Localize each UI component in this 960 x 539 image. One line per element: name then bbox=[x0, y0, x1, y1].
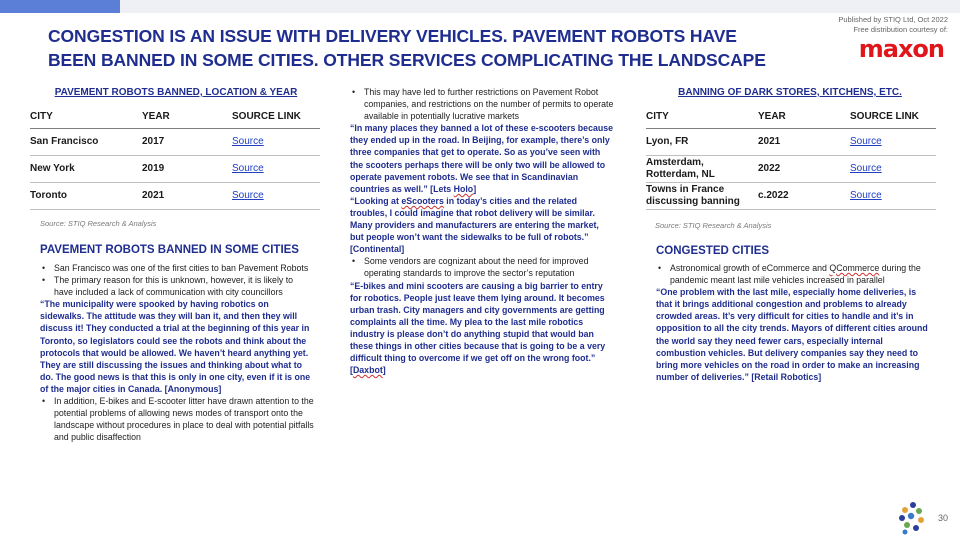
source-link[interactable]: Source bbox=[850, 128, 936, 155]
right-section-title: CONGESTED CITIES bbox=[656, 245, 770, 257]
cell-year: 2022 bbox=[758, 155, 850, 182]
table-row bbox=[30, 155, 320, 182]
source-link[interactable]: Source bbox=[232, 128, 320, 155]
quote-text: in today’s cities and the related troubles, I could imagine that robot delivery will be similar. Many providers and manufacturers are entering the market, but people won’t want the sidewalks to be full of robots.” [Continental] bbox=[350, 195, 599, 255]
quote-source: Holo bbox=[453, 183, 474, 194]
cell-year: 2019 bbox=[142, 155, 232, 182]
bullet-item bbox=[656, 262, 928, 286]
quote-source: Daxbot bbox=[352, 365, 383, 376]
top-band bbox=[120, 0, 960, 13]
cell-city: New York bbox=[30, 155, 142, 182]
header-source: SOURCE LINK bbox=[850, 104, 936, 128]
quote-anonymous: “The municipality were spooked by having robotics on sidewalks. The attitude was they will ban it, and then they will discuss it! They conducted a trial at the beginning of this year in Toronto, so legislators could see the robots and think about the protocols that would be allowed. We haven’t heard anything yet. They are still discussing the issues and thinking about what to do. The good news is that this is only in one city, even if it is one of the major cities in Canada. [Anonymous] bbox=[40, 299, 311, 394]
cell-year: 2021 bbox=[758, 128, 850, 155]
left-section-title: PAVEMENT ROBOTS BANNED IN SOME CITIES bbox=[40, 244, 299, 256]
cell-year: 2017 bbox=[142, 128, 232, 155]
publisher-line: Published by STIQ Ltd, Oct 2022 bbox=[838, 15, 948, 24]
robot-ban-table bbox=[30, 104, 320, 210]
top-accent-bar bbox=[0, 0, 120, 13]
source-link[interactable]: Source bbox=[232, 155, 320, 182]
spellcheck-word: eScooters bbox=[401, 195, 444, 206]
header-source: SOURCE LINK bbox=[232, 104, 320, 128]
table-row bbox=[30, 182, 320, 209]
bullet-item: • San Francisco was one of the first cities to ban Pavement Robots bbox=[40, 262, 314, 274]
cell-year: c.2022 bbox=[758, 182, 850, 209]
cell-city: Towns in France discussing banning bbox=[646, 182, 758, 209]
table-header-row bbox=[30, 104, 320, 128]
cell-city: Lyon, FR bbox=[646, 128, 758, 155]
bullet-item: • The primary reason for this is unknown, however, it is likely to have included a lack of communication with city councillors bbox=[40, 274, 314, 298]
source-link[interactable]: Source bbox=[850, 182, 936, 209]
cell-year: 2021 bbox=[142, 182, 232, 209]
quote-end: ] bbox=[382, 365, 386, 376]
page-title: CONGESTION IS AN ISSUE WITH DELIVERY VEHICLES. PAVEMENT ROBOTS HAVE BEEN BANNED IN SOME CITIES. OTHER SERVICES COMPLICATING THE LANDSCAPE bbox=[48, 26, 766, 70]
table-row bbox=[646, 128, 936, 155]
right-section-body bbox=[656, 262, 928, 383]
source-link[interactable]: Source bbox=[232, 182, 320, 209]
dark-stores-table bbox=[646, 104, 936, 210]
logo-dots-icon bbox=[897, 501, 927, 535]
left-table-source: Source: STIQ Research & Analysis bbox=[40, 219, 157, 228]
header-city: CITY bbox=[646, 104, 758, 128]
table-row bbox=[646, 155, 936, 182]
maxon-logo: maxon bbox=[858, 35, 944, 63]
page-number: 30 bbox=[937, 513, 948, 523]
bullet-text: Astronomical growth of eCommerce and bbox=[670, 263, 830, 273]
header-year: YEAR bbox=[142, 104, 232, 128]
bullet-item: • Some vendors are cognizant about the need for improved operating standards to improve the sector’s reputation bbox=[350, 255, 614, 279]
quote-lets-holo bbox=[350, 122, 614, 195]
quote-end: ] bbox=[473, 183, 477, 194]
quote-daxbot bbox=[350, 280, 614, 377]
header-city: CITY bbox=[30, 104, 142, 128]
table-row bbox=[646, 182, 936, 209]
cell-city: San Francisco bbox=[30, 128, 142, 155]
table-header-row bbox=[646, 104, 936, 128]
bullet-item: • In addition, E-bikes and E-scooter litter have drawn attention to the potential problems of allowing news modes of transport onto the landscape without procedures in place to deal with potential pitfalls and public disaffection bbox=[40, 395, 314, 443]
bullet-text: during the pandemic meant last mile vehicles increased in parallel bbox=[670, 263, 921, 286]
quote-text: “In many places they banned a lot of these e-scooters because they ended up in the road. In Beijing, for example, there’s only three companies that get to operate. So as you’ve seen with the scooters perhaps there will be only two will be allowed to operate pavement robots. We see that in Scandinavian countries as well.” [Lets bbox=[350, 123, 614, 194]
right-table-title: BANNING OF DARK STORES, KITCHENS, ETC. bbox=[678, 87, 902, 98]
cell-city: Amsterdam, Rotterdam, NL bbox=[646, 155, 758, 182]
quote-retail-robotics: “One problem with the last mile, especially home deliveries, is that it brings additional congestion and problems to already crowded areas. It’s very difficult for cities to handle and it’s in opposition to all the city trends. Mayors of different cities around the world say they need fewer cars, especially internal combustion vehicles. But delivery companies say they need to bring more vehicles on the road in order to make an increasing number of deliveries.” [Retail Robotics] bbox=[656, 287, 928, 382]
cell-city: Toronto bbox=[30, 182, 142, 209]
bullet-item: • This may have led to further restrictions on Pavement Robot companies, and restrictions on the number of permits to operate available in potentially lucrative markets bbox=[350, 86, 614, 122]
quote-continental bbox=[350, 195, 614, 255]
header-year: YEAR bbox=[758, 104, 850, 128]
middle-section-body bbox=[350, 86, 614, 376]
left-table-title: PAVEMENT ROBOTS BANNED, LOCATION & YEAR bbox=[54, 87, 298, 98]
source-link[interactable]: Source bbox=[850, 155, 936, 182]
right-table-source: Source: STIQ Research & Analysis bbox=[655, 221, 772, 230]
table-row bbox=[30, 128, 320, 155]
quote-text: “Looking at bbox=[350, 195, 402, 206]
distribution-line: Free distribution courtesy of: bbox=[853, 25, 948, 34]
quote-text: “E-bikes and mini scooters are causing a big barrier to entry for robotics. People just leave them lying around. It becomes urban trash. City managers and city governments are getting complaints all the time. My plea to the last mile robotics industry is please don’t do anything stupid that would ban these things in other cities because that is going to be a very difficult thing to overcome if we get off on the wrong foot.” [ bbox=[350, 280, 606, 376]
publisher-note bbox=[838, 15, 948, 35]
left-section-body bbox=[40, 262, 314, 443]
spellcheck-word: QCommerce bbox=[829, 263, 880, 273]
